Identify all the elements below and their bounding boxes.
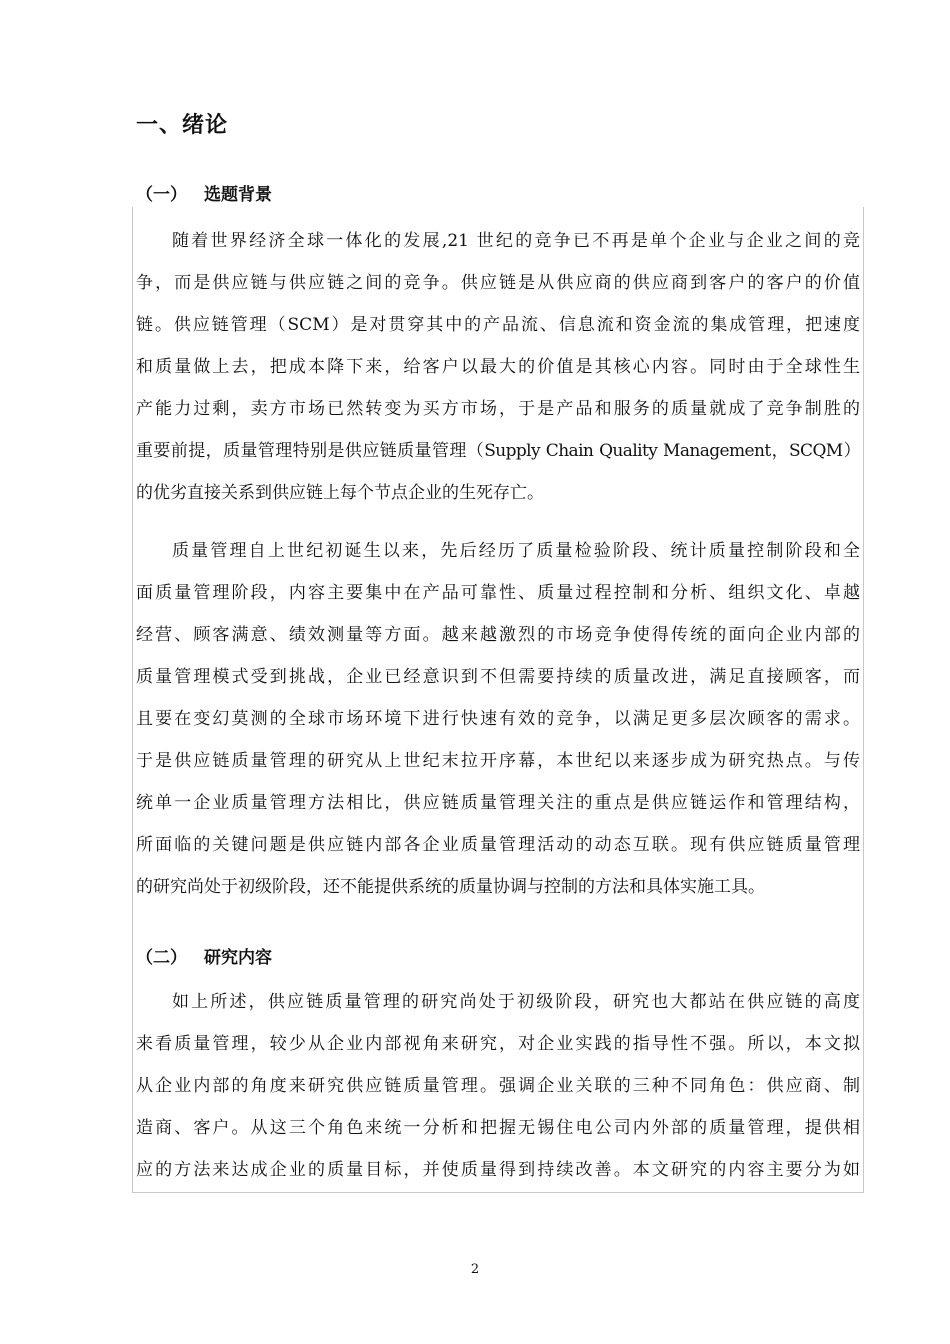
paragraph-line: 统单一企业质量管理方法相比，供应链质量管理关注的重点是供应链运作和管理结构， [136,793,860,813]
paragraph-line: 从企业内部的角度来研究供应链质量管理。强调企业关联的三种不同角色：供应商、制 [136,1076,860,1096]
paragraph-line: 如上所述，供应链质量管理的研究尚处于初级阶段，研究也大都站在供应链的高度 [172,992,860,1012]
paragraph-line: 质量管理模式受到挑战，企业已经意识到不但需要持续的质量改进，满足直接顾客，而 [136,667,860,687]
paragraph-line: 重要前提，质量管理特别是供应链质量管理（Supply Chain Quality Management，SCQM） [136,441,860,461]
paragraph-line: 争，而是供应链与供应链之间的竞争。供应链是从供应商的供应商到客户的客户的价值 [136,273,860,293]
section-title: 研究内容 [204,948,272,968]
section-number: （二） [136,948,187,968]
section-number: （一） [136,185,187,205]
paragraph-line: 的优劣直接关系到供应链上每个节点企业的生死存亡。 [136,483,544,503]
page-number: 2 [470,1262,480,1277]
section-heading-background [136,180,272,205]
paragraph-line: 和质量做上去，把成本降下来，给客户以最大的价值是其核心内容。同时由于全球性生 [136,357,860,377]
paragraph-line: 面质量管理阶段，内容主要集中在产品可靠性、质量过程控制和分析、组织文化、卓越 [136,583,860,603]
paragraph-line: 的研究尚处于初级阶段，还不能提供系统的质量协调与控制的方法和具体实施工具。 [136,877,765,897]
paragraph-line: 链。供应链管理（SCM）是对贯穿其中的产品流、信息流和资金流的集成管理，把速度 [136,315,860,335]
paragraph-line: 来看质量管理，较少从企业内部视角来研究，对企业实践的指导性不强。所以，本文拟 [136,1034,860,1054]
paragraph-line: 应的方法来达成企业的质量目标，并使质量得到持续改善。本文研究的内容主要分为如 [136,1160,860,1180]
paragraph-line: 经营、顾客满意、绩效测量等方面。越来越激烈的市场竞争使得传统的面向企业内部的 [136,625,860,645]
section-title: 选题背景 [204,185,272,205]
chapter-title: 一、绪论 [136,113,229,138]
paragraph-line: 质量管理自上世纪初诞生以来，先后经历了质量检验阶段、统计质量控制阶段和全 [172,541,860,561]
paragraph-line: 随着世界经济全球一体化的发展,21 世纪的竞争已不再是单个企业与企业之间的竞 [172,231,860,251]
paragraph-line: 造商、客户。从这三个角色来统一分析和把握无锡住电公司内外部的质量管理，提供相 [136,1118,860,1138]
paragraph-line: 产能力过剩，卖方市场已然转变为买方市场，于是产品和服务的质量就成了竞争制胜的 [136,399,860,419]
paragraph-line: 所面临的关键问题是供应链内部各企业质量管理活动的动态互联。现有供应链质量管理 [136,835,860,855]
paragraph-line: 且要在变幻莫测的全球市场环境下进行快速有效的竞争，以满足更多层次顾客的需求。 [136,709,860,729]
section-heading-research-content [136,943,272,968]
paragraph-line: 于是供应链质量管理的研究从上世纪末拉开序幕，本世纪以来逐步成为研究热点。与传 [136,751,860,771]
